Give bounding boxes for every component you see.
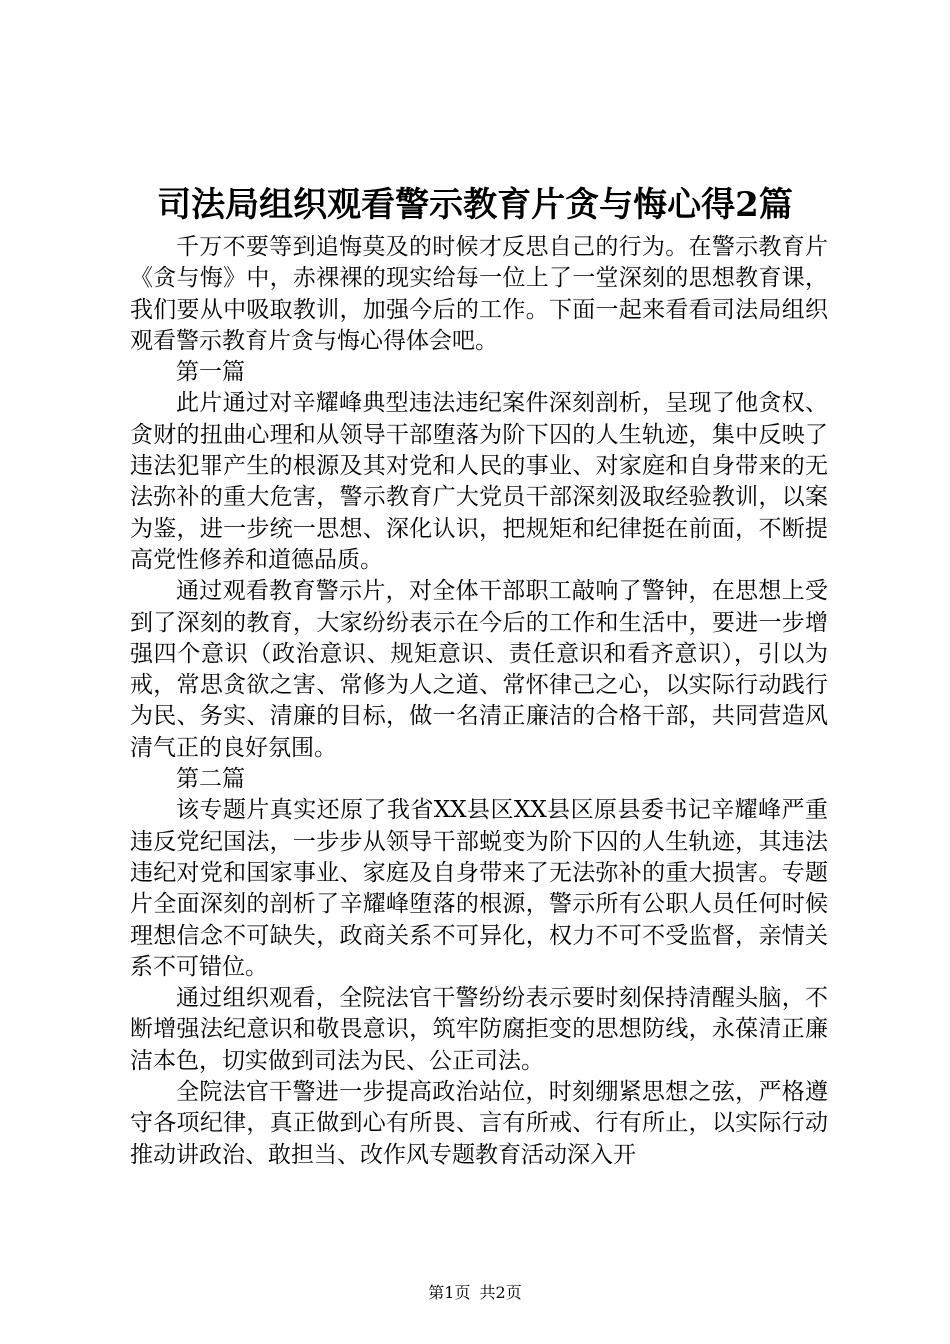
section-heading-2: 第二篇 — [176, 766, 245, 793]
page-total: 共2页 — [479, 1283, 522, 1302]
intro-paragraph: 千万不要等到追悔莫及的时候才反思自己的行为。在警示教育片《贪与悔》中，赤裸裸的现实给每一位上了一堂深刻的思想教育课，我们要从中吸取教训，加强今后的工作。下面一起来看看司法局组织观看警示教育片贪与悔心得体会吧。 — [130, 234, 828, 354]
section-1-paragraph-1: 此片通过对辛耀峰典型违法违纪案件深刻剖析，呈现了他贪权、贪财的扭曲心理和从领导干部堕落为阶下囚的人生轨迹，集中反映了违法犯罪产生的根源及其对党和人民的事业、对家庭和自身带来的无法弥补的重大危害，警示教育广大党员干部深刻汲取经验教训，以案为鉴，进一步统一思想、深化认识，把规矩和纪律挺在前面，不断提高党性修养和道德品质。 — [130, 390, 828, 573]
document-body — [130, 232, 828, 1171]
section-heading-1: 第一篇 — [176, 359, 245, 386]
section-2-paragraph-1: 该专题片真实还原了我省XX县区XX县区原县委书记辛耀峰严重违反党纪国法，一步步从领导干部蜕变为阶下囚的人生轨迹，其违法违纪对党和国家事业、家庭及自身带来了无法弥补的重大损害。专题片全面深刻的剖析了辛耀峰堕落的根源，警示所有公职人员任何时候理想信念不可缺失，政商关系不可异化，权力不可不受监督，亲情关系不可错位。 — [130, 797, 828, 980]
section-2-paragraph-2: 通过组织观看，全院法官干警纷纷表示要时刻保持清醒头脑，不断增强法纪意识和敬畏意识，筑牢防腐拒变的思想防线，永葆清正廉洁本色，切实做到司法为民、公正司法。 — [130, 985, 828, 1074]
page-footer — [0, 1283, 950, 1303]
section-2-paragraph-3: 全院法官干警进一步提高政治站位，时刻绷紧思想之弦，严格遵守各项纪律，真正做到心有所畏、言有所戒、行有所止，以实际行动推动讲政治、敢担当、改作风专题教育活动深入开 — [130, 1079, 828, 1168]
page-number: 第1页 — [428, 1283, 471, 1302]
section-1-paragraph-2: 通过观看教育警示片，对全体干部职工敲响了警钟，在思想上受到了深刻的教育，大家纷纷表示在今后的工作和生活中，要进一步增强四个意识（政治意识、规矩意识、责任意识和看齐意识），引以为戒，常思贪欲之害、常修为人之道、常怀律己之心，以实际行动践行为民、务实、清廉的目标，做一名清正廉洁的合格干部，共同营造风清气正的良好氛围。 — [130, 578, 828, 761]
document-title: 司法局组织观看警示教育片贪与悔心得2篇 — [157, 185, 793, 225]
